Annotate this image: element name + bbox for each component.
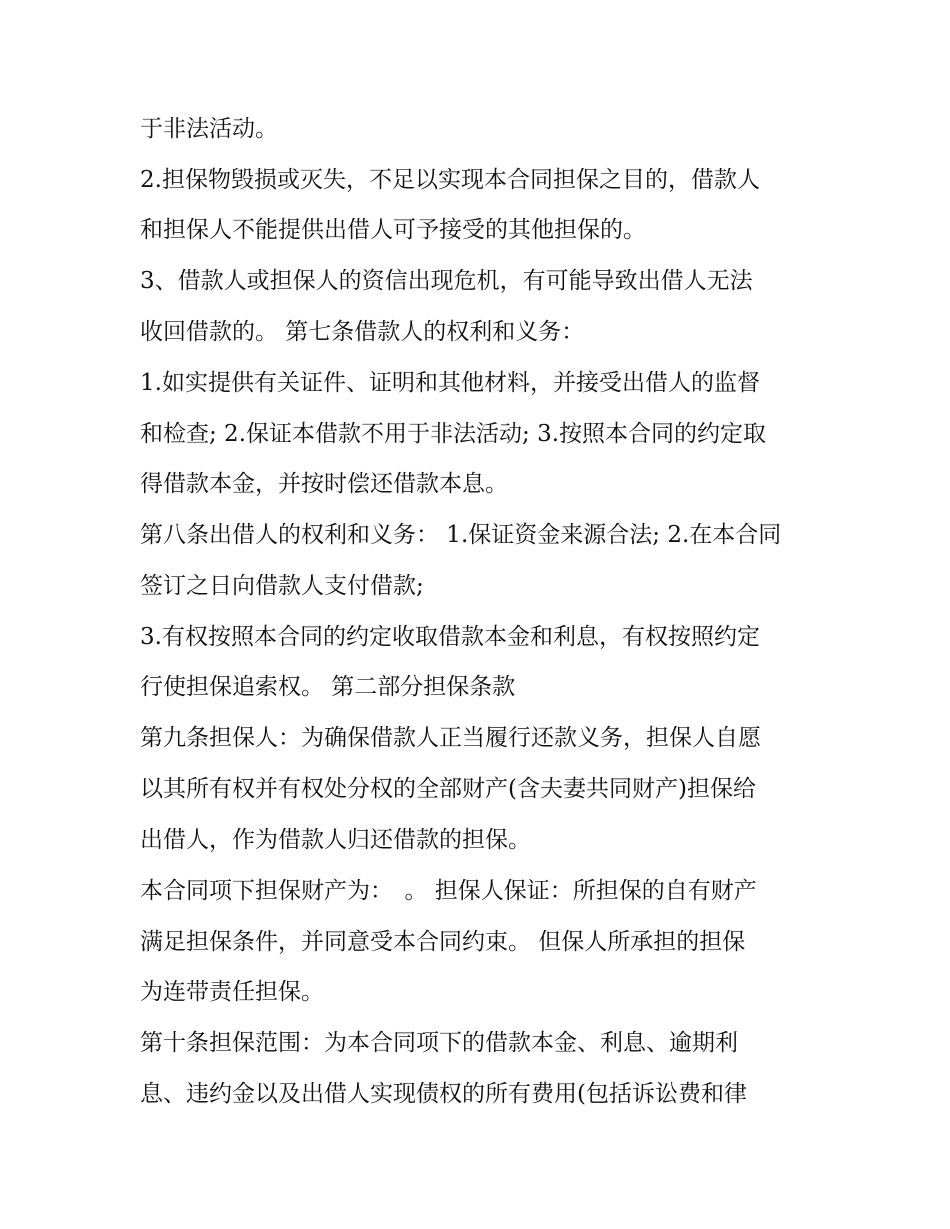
- text-line: 2.担保物毁损或灭失，不足以实现本合同担保之目的，借款人: [140, 167, 760, 193]
- text-line: 满足担保条件，并同意受本合同约束。 但保人所承担的担保: [140, 929, 746, 955]
- text-line: 以其所有权并有权处分权的全部财产(含夫妻共同财产)担保给: [140, 776, 756, 802]
- text-line: 收回借款的。 第七条借款人的权利和义务：: [140, 319, 585, 345]
- text-line: 和担保人不能提供出借人可予接受的其他担保的。: [140, 217, 646, 243]
- text-line: 第八条出借人的权利和义务： 1.保证资金来源合法; 2.在本合同: [140, 522, 782, 548]
- text-line: 3.有权按照本合同的约定收取借款本金和利息，有权按照约定: [140, 624, 760, 650]
- text-line: 息、违约金以及出借人实现债权的所有费用(包括诉讼费和律: [140, 1081, 747, 1107]
- text-line: 签订之日向借款人支付借款;: [140, 573, 424, 599]
- text-line: 于非法活动。: [140, 116, 278, 142]
- text-line: 为连带责任担保。: [140, 979, 324, 1005]
- text-line: 第九条担保人：为确保借款人正当履行还款义务，担保人自愿: [140, 725, 761, 751]
- text-line: 行使担保追索权。 第二部分担保条款: [140, 674, 516, 700]
- text-line: 得借款本金，并按时偿还借款本息。: [140, 471, 508, 497]
- text-line: 第十条担保范围：为本合同项下的借款本金、利息、逾期利: [140, 1030, 738, 1056]
- text-line: 和检查; 2.保证本借款不用于非法活动; 3.按照本合同的约定取: [140, 421, 767, 447]
- text-line: 本合同项下担保财产为： 。 担保人保证：所担保的自有财产: [140, 878, 757, 904]
- text-line: 1.如实提供有关证件、证明和其他材料，并接受出借人的监督: [140, 370, 760, 396]
- text-line: 出借人，作为借款人归还借款的担保。: [140, 827, 531, 853]
- text-line: 3、借款人或担保人的资信出现危机，有可能导致出借人无法: [140, 268, 753, 294]
